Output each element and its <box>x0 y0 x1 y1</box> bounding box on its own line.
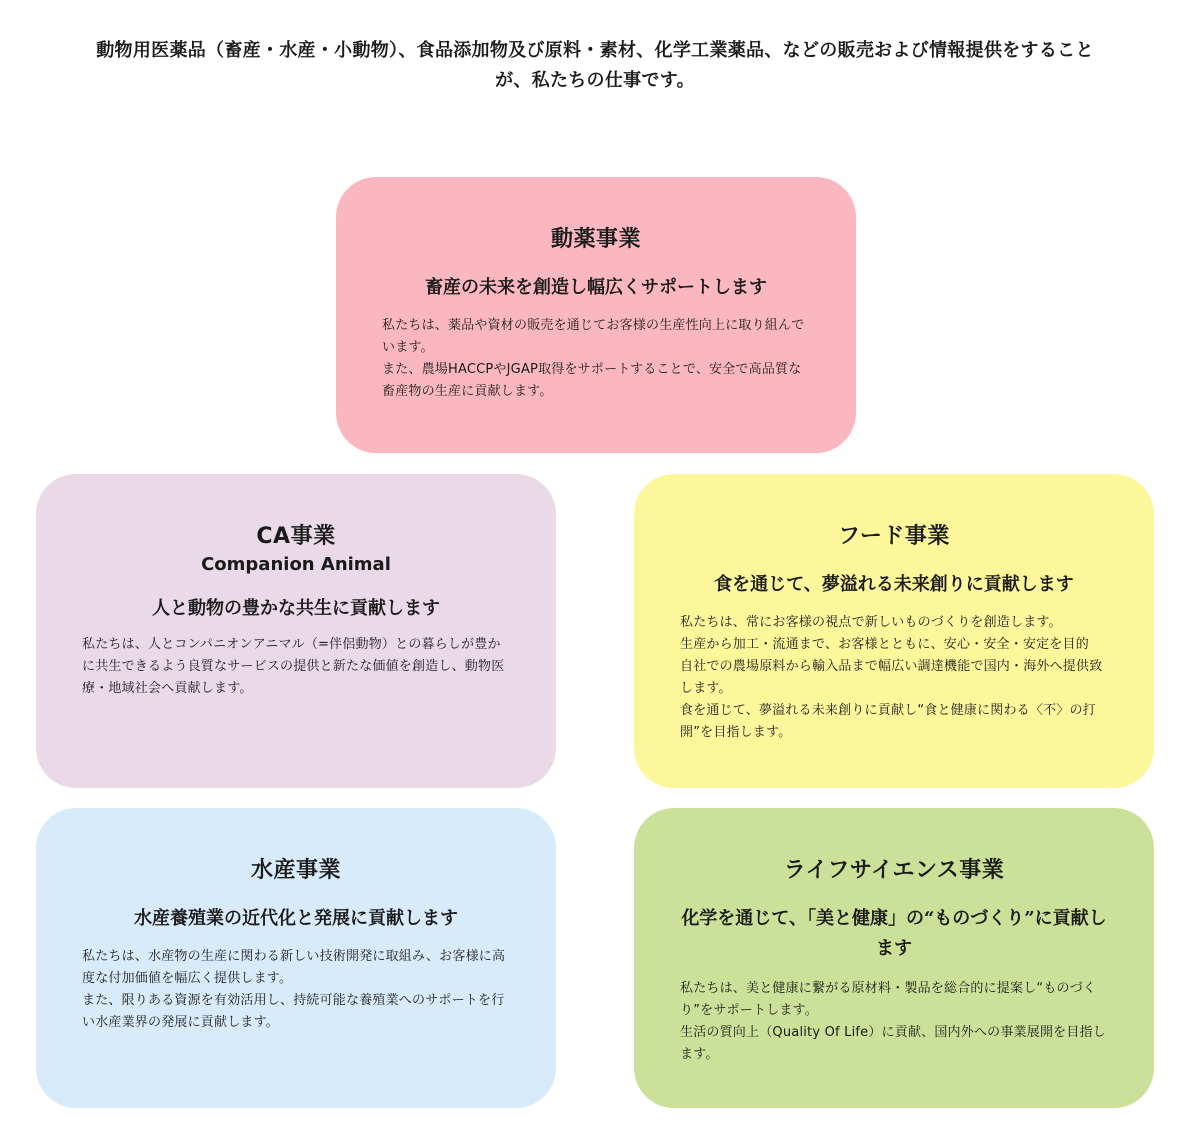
card-tagline: 食を通じて、夢溢れる未来創りに貢献します <box>714 574 1074 595</box>
card-title: ライフサイエンス事業 <box>783 858 1005 883</box>
card-body: 私たちは、水産物の生産に関わる新しい技術開発に取組み、お客様に高度な付加価値を幅広く提供します。 また、限りある資源を有効活用し、持続可能な養殖業へのサポートを行い水産業界の発展に貢献します。 <box>82 949 506 1030</box>
card-tagline: 人と動物の豊かな共生に貢献します <box>152 598 440 619</box>
card-companion-animal <box>36 474 556 788</box>
card-tagline: 化学を通じて、「美と健康」の“ものづくり”に貢献します <box>681 908 1107 959</box>
intro-line-2: が、私たちの仕事です。 <box>495 70 695 91</box>
card-body: 私たちは、人とコンパニオンアニマル（=伴侶動物）との暮らしが豊かに共生できるよう良質なサービスの提供と新たな価値を創造し、動物医療・地域社会へ貢献します。 <box>82 637 505 696</box>
card-food <box>634 474 1154 788</box>
card-body: 私たちは、薬品や資材の販売を通じてお客様の生産性向上に取り組んでいます。 また、農場HACCPやJGAP取得をサポートすることで、安全で高品質な畜産物の生産に貢献します。 <box>382 318 805 399</box>
card-body: 私たちは、美と健康に繋がる原材料・製品を総合的に提案し“ものづくり”をサポートします。 生活の質向上（Quality Of Life）に貢献、国内外への事業展開を目指します。 <box>680 981 1106 1062</box>
card-body: 私たちは、常にお客様の視点で新しいものづくりを創造します。 生産から加工・流通まで、お客様とともに、安心・安全・安定を目的 自社での農場原料から輸入品まで幅広い調達機能で国内・海外へ提供致します。 食を通じて、夢溢れる未来創りに貢献し“食と健康に関わる〈不〉の打開”を目指します。 <box>680 615 1103 740</box>
card-title: CA事業 <box>256 524 336 549</box>
card-title: 動薬事業 <box>550 227 641 252</box>
card-animal-health <box>336 177 856 453</box>
card-aquaculture <box>36 808 556 1108</box>
intro-text <box>40 36 1150 96</box>
card-tagline: 畜産の未来を創造し幅広くサポートします <box>425 277 767 298</box>
card-life-science <box>634 808 1154 1108</box>
intro-line-1: 動物用医薬品（畜産・水産・小動物）、食品添加物及び原料・素材、化学工業薬品、などの販売および情報提供をすること <box>96 40 1094 61</box>
card-title: フード事業 <box>838 524 950 549</box>
card-tagline: 水産養殖業の近代化と発展に貢献します <box>134 908 458 929</box>
card-title: 水産事業 <box>250 858 341 883</box>
card-subtitle: Companion Animal <box>201 554 391 575</box>
